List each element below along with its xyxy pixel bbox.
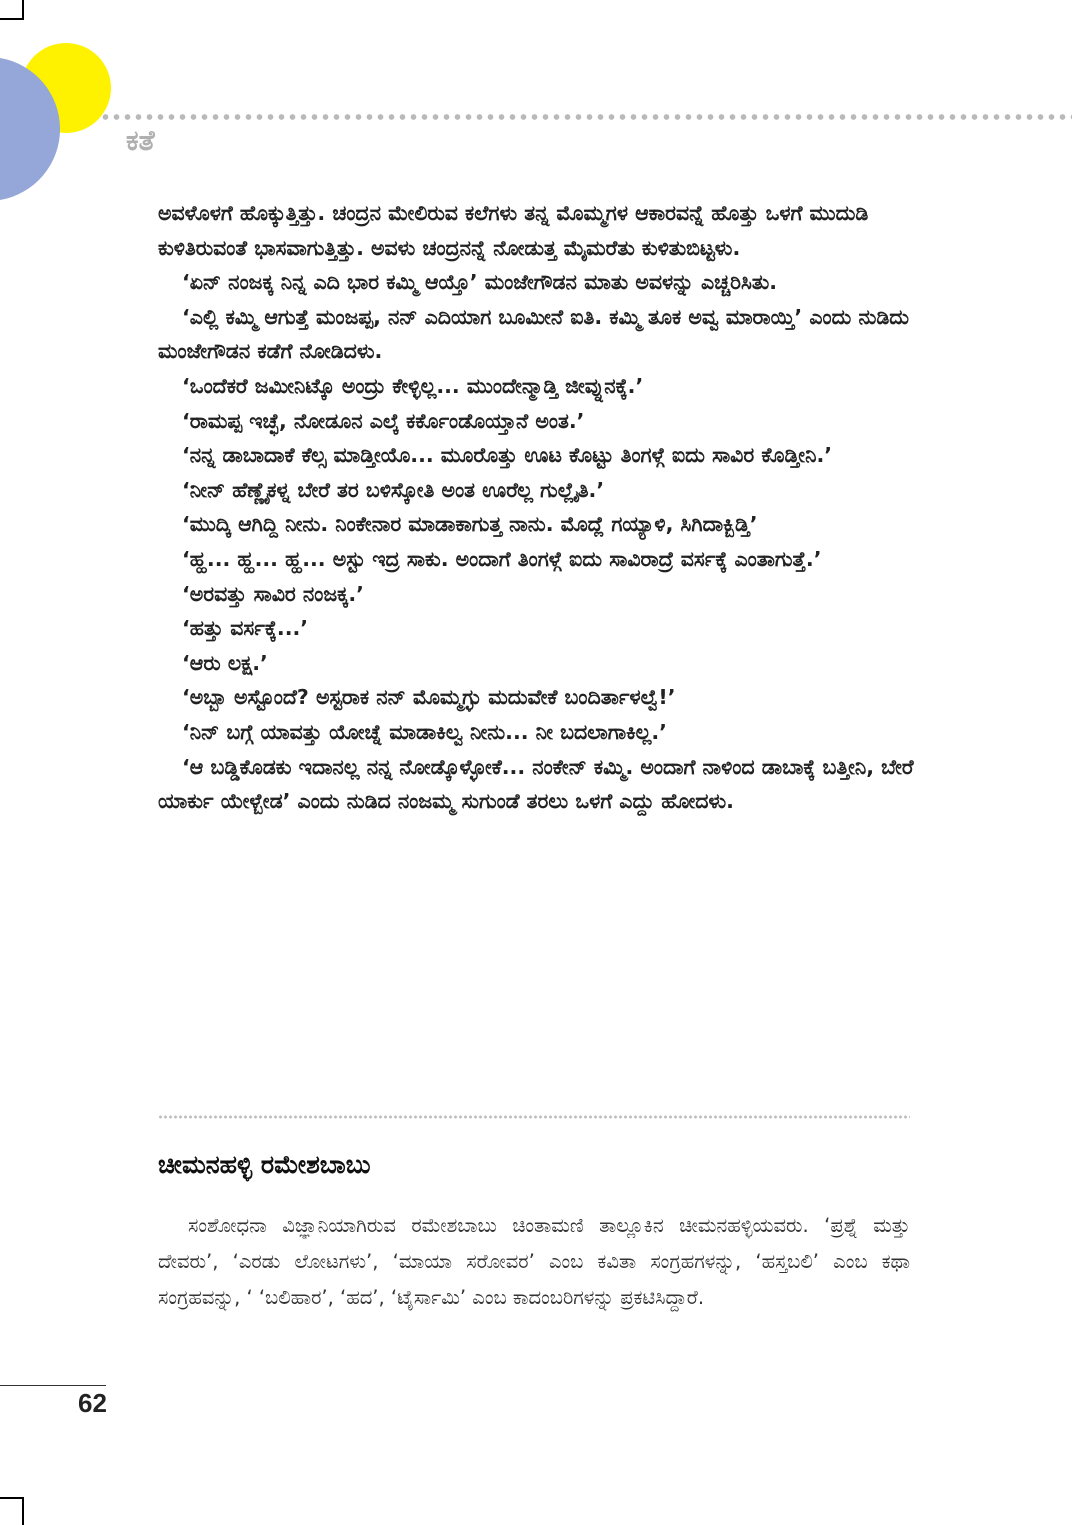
footer-rule [0, 1385, 106, 1386]
story-paragraph: ‘ಎಲ್ಲಿ ಕಮ್ಮಿ ಆಗುತ್ತೆ ಮಂಜಪ್ಪ, ನನ್ ಎದಿಯಾಗ ಬೂಮೀನೆ ಐತಿ. ಕಮ್ಮಿ ತೂಕ ಅವ್ವ ಮಾರಾಯ್ತಿ’ ಎಂದು ನುಡಿದು ಮಂಜೇಗೌಡನ ಕಡೆಗೆ ನೋಡಿದಳು. [158, 304, 910, 364]
story-paragraph: ‘ಆ ಬಡ್ಡಿಕೊಡಕು ಇದಾನಲ್ಲ ನನ್ನ ನೋಡ್ಕೊಳ್ಳೋಕೆ... ನಂಕೇನ್ ಕಮ್ಮಿ. ಅಂದಾಗೆ ನಾಳಿಂದ ಡಾಬಾಕ್ಕೆ ಬತ್ತೀನಿ, ಬೇರೆ ಯಾರ್ಕು ಯೇಳ್ಬೇಡ’ ಎಂದು ನುಡಿದ ನಂಜಮ್ಮ ಸುಗುಂಡೆ ತರಲು ಒಳಗೆ ಎದ್ದು ಹೋದಳು. [158, 754, 914, 814]
story-paragraph: ‘ರಾಮಪ್ಪ ಇಚ್ಛೆ, ನೋಡೂನ ಎಲ್ಕೆ ಕರ್ಕೊಂಡೊಯ್ತಾನೆ ಅಂತ.’ [182, 408, 585, 433]
story-paragraph: ಅವಳೊಳಗೆ ಹೊಕ್ಕುತ್ತಿತ್ತು. ಚಂದ್ರನ ಮೇಲಿರುವ ಕಲೆಗಳು ತನ್ನ ಮೊಮ್ಮಗಳ ಆಕಾರವನ್ನೆ ಹೊತ್ತು ಒಳಗೆ ಮುದುಡಿ ಕುಳಿತಿರುವಂತೆ ಭಾಸವಾಗುತ್ತಿತ್ತು. ಅವಳು ಚಂದ್ರನನ್ನೆ ನೋಡುತ್ತ ಮೈಮರೆತು ಕುಳಿತುಬಿಟ್ಟಳು. [158, 201, 869, 260]
story-paragraph: ‘ನನ್ನ ಡಾಬಾದಾಕೆ ಕೆಲ್ಸ ಮಾಡ್ತೀಯೊ... ಮೂರೊತ್ತು ಊಟ ಕೊಟ್ಟು ತಿಂಗಳ್ಗೆ ಐದು ಸಾವಿರ ಕೊಡ್ತೀನಿ.’ [182, 443, 833, 468]
page-number: 62 [78, 1388, 107, 1418]
crop-mark-bottom-horizontal [0, 1497, 24, 1499]
header-dotted-rule [100, 113, 1072, 121]
story-paragraph: ‘ಆರು ಲಕ್ಷ.’ [182, 650, 268, 675]
author-bio-text: ಸಂಶೋಧನಾ ವಿಜ್ಞಾನಿಯಾಗಿರುವ ರಮೇಶಬಾಬು ಚಿಂತಾಮಣಿ ತಾಲ್ಲೂಕಿನ ಚೀಮನಹಳ್ಳಿಯವರು. ‘ಪ್ರಶ್ನೆ ಮತ್ತು ದೇವರು’, ‘ಎರಡು ಲೋಟಗಳು’, ‘ಮಾಯಾ ಸರೋವರ’ ಎಂಬ ಕವಿತಾ ಸಂಗ್ರಹಗಳನ್ನು, ‘ಹಸ್ತಬಲಿ’ ಎಂಬ ಕಥಾ ಸಂಗ್ರಹವನ್ನು, ‘ ‘ಬಲಿಹಾರ’, ‘ಹದ’, ‘ಟೈರ್ಸಾಮಿ’ ಎಂಬ ಕಾದಂಬರಿಗಳನ್ನು ಪ್ರಕಟಿಸಿದ್ದಾರೆ. [158, 1214, 910, 1309]
story-text [158, 196, 918, 819]
story-paragraph: ‘ಏನ್ ನಂಜಕ್ಕ ನಿನ್ನ ಎದಿ ಭಾರ ಕಮ್ಮಿ ಆಯ್ತೊ’ ಮಂಜೇಗೌಡನ ಮಾತು ಅವಳನ್ನು ಎಚ್ಚರಿಸಿತು. [182, 270, 778, 295]
story-paragraph: ‘ಅರವತ್ತು ಸಾವಿರ ನಂಜಕ್ಕ.’ [182, 581, 364, 606]
section-divider [158, 1115, 910, 1119]
story-paragraph: ‘ನಿನ್ ಬಗ್ಗೆ ಯಾವತ್ತು ಯೋಚ್ನೆ ಮಾಡಾಕಿಲ್ವ ನೀನು... ನೀ ಬದಲಾಗಾಕಿಲ್ಲ.’ [182, 719, 667, 744]
author-name: ಚೀಮನಹಳ್ಳಿ ರಮೇಶಬಾಬು [158, 1150, 371, 1179]
story-paragraph: ‘ಮುದ್ಕಿ ಆಗಿದ್ದಿ ನೀನು. ನಿಂಕೇನಾರ ಮಾಡಾಕಾಗುತ್ತ ನಾನು. ಮೊದ್ಲೆ ಗಯ್ಯಾಳಿ, ಸಿಗಿದಾಕ್ಬಿಡ್ತಿ’ [182, 512, 758, 537]
header-decoration [0, 0, 130, 210]
author-bio [158, 1208, 910, 1316]
section-label: ಕತೆ [126, 124, 155, 157]
story-paragraph: ‘ಒಂದೆಕರೆ ಜಮೀನಿಟ್ಕೊ ಅಂದ್ರು ಕೇಳ್ಳಿಲ್ಲ... ಮುಂದೇನ್ಮಾಡ್ತಿ ಜೀವ್ನುನಕ್ಕೆ.’ [182, 373, 644, 398]
story-paragraph: ‘ಅಬ್ಬಾ ಅಸ್ಟೊಂದೆ? ಅಸ್ಟರಾಕ ನನ್ ಮೊಮ್ಮಗ್ಳು ಮದುವೇಕೆ ಬಂದಿರ್ತಾಳಲ್ವೆ!’ [182, 685, 676, 710]
crop-mark-bottom [22, 1497, 24, 1525]
story-paragraph: ‘ಹತ್ತು ವರ್ಸಕ್ಕೆ...’ [182, 616, 309, 641]
story-paragraph: ‘ಹ್ಹ... ಹ್ಹ... ಹ್ಹ... ಅಸ್ಟು ಇದ್ರ ಸಾಕು. ಅಂದಾಗೆ ತಿಂಗಳ್ಗೆ ಐದು ಸಾವಿರಾದ್ರೆ ವರ್ಸಕ್ಕೆ ಎಂತಾಗುತ್ತೆ.’ [182, 546, 822, 571]
story-paragraph: ‘ನೀನ್ ಹೆಣ್ಣೈಕಳ್ನ ಬೇರೆ ತರ ಬಳಿಸ್ಕೋತಿ ಅಂತ ಊರೆಲ್ಲ ಗುಲ್ಲೈತಿ.’ [182, 477, 605, 502]
